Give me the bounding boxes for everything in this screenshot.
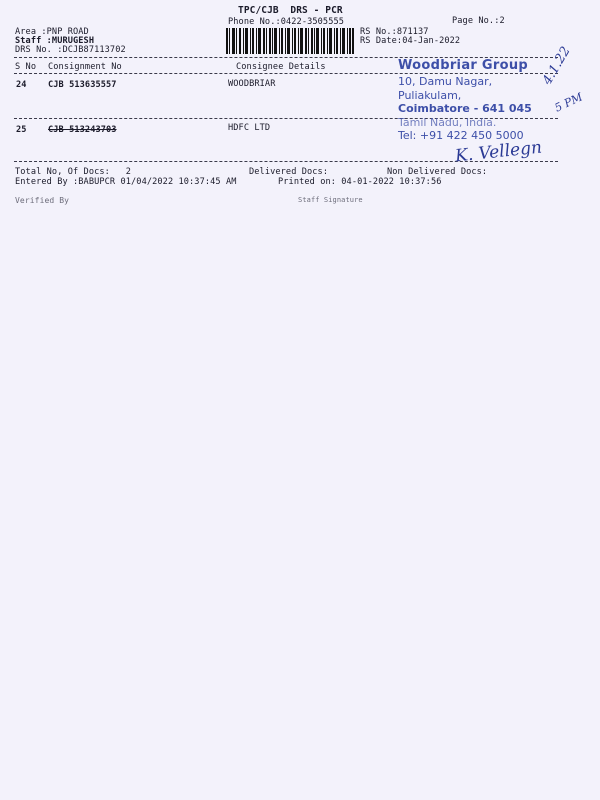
col-header-consignment: Consignment No bbox=[48, 62, 122, 72]
printed-on: Printed on: 04-01-2022 10:37:56 bbox=[278, 177, 442, 187]
area-label: Area :PNP ROAD bbox=[15, 27, 89, 37]
phone-number: Phone No.:0422-3505555 bbox=[228, 17, 345, 27]
document-title: TPC/CJB DRS - PCR bbox=[238, 5, 343, 16]
drs-number: DRS No. :DCJB87113702 bbox=[15, 45, 126, 55]
stamp-address-line3: Coimbatore - 641 045 bbox=[398, 102, 532, 115]
row-25-consignee: HDFC LTD bbox=[228, 123, 271, 133]
stamp-company-name: Woodbriar Group bbox=[398, 58, 528, 73]
handwritten-signature: K. Vellegn bbox=[454, 137, 543, 167]
divider-header bbox=[14, 73, 558, 74]
col-header-sno: S No bbox=[15, 62, 37, 72]
row-24-sno: 24 bbox=[16, 80, 27, 90]
stamp-address-line4: Tamil Nadu, India. bbox=[398, 116, 497, 129]
handwritten-date: 4.1.22 bbox=[540, 44, 574, 88]
page-number: Page No.:2 bbox=[452, 16, 505, 26]
delivered-docs: Delivered Docs: bbox=[249, 167, 329, 177]
stamp-address-line1: 10, Damu Nagar, bbox=[398, 75, 493, 88]
total-docs: Total No, Of Docs: 2 bbox=[15, 167, 132, 177]
staff-label: Staff :MURUGESH bbox=[15, 36, 95, 46]
entered-by: Entered By :BABUPCR 01/04/2022 10:37:45 AM bbox=[15, 177, 237, 187]
rs-number: RS No.:871137 bbox=[360, 27, 429, 37]
barcode bbox=[226, 28, 354, 54]
row-25-sno: 25 bbox=[16, 125, 27, 135]
verified-by: Verified By bbox=[15, 196, 70, 205]
stamp-address-line2: Puliakulam, bbox=[398, 89, 462, 102]
rs-date: RS Date:04-Jan-2022 bbox=[360, 36, 461, 46]
row-24-consignment: CJB 513635557 bbox=[48, 80, 117, 90]
row-24-consignee: WOODBRIAR bbox=[228, 79, 276, 89]
staff-signature: Staff Signature bbox=[298, 196, 363, 204]
non-delivered-docs: Non Delivered Docs: bbox=[387, 167, 488, 177]
col-header-consignee: Consignee Details bbox=[236, 62, 326, 72]
stamp-phone: Tel: +91 422 450 5000 bbox=[398, 129, 524, 142]
handwritten-time: 5 PM bbox=[552, 90, 585, 115]
row-25-consignment: CJB 513243703 bbox=[48, 125, 117, 135]
